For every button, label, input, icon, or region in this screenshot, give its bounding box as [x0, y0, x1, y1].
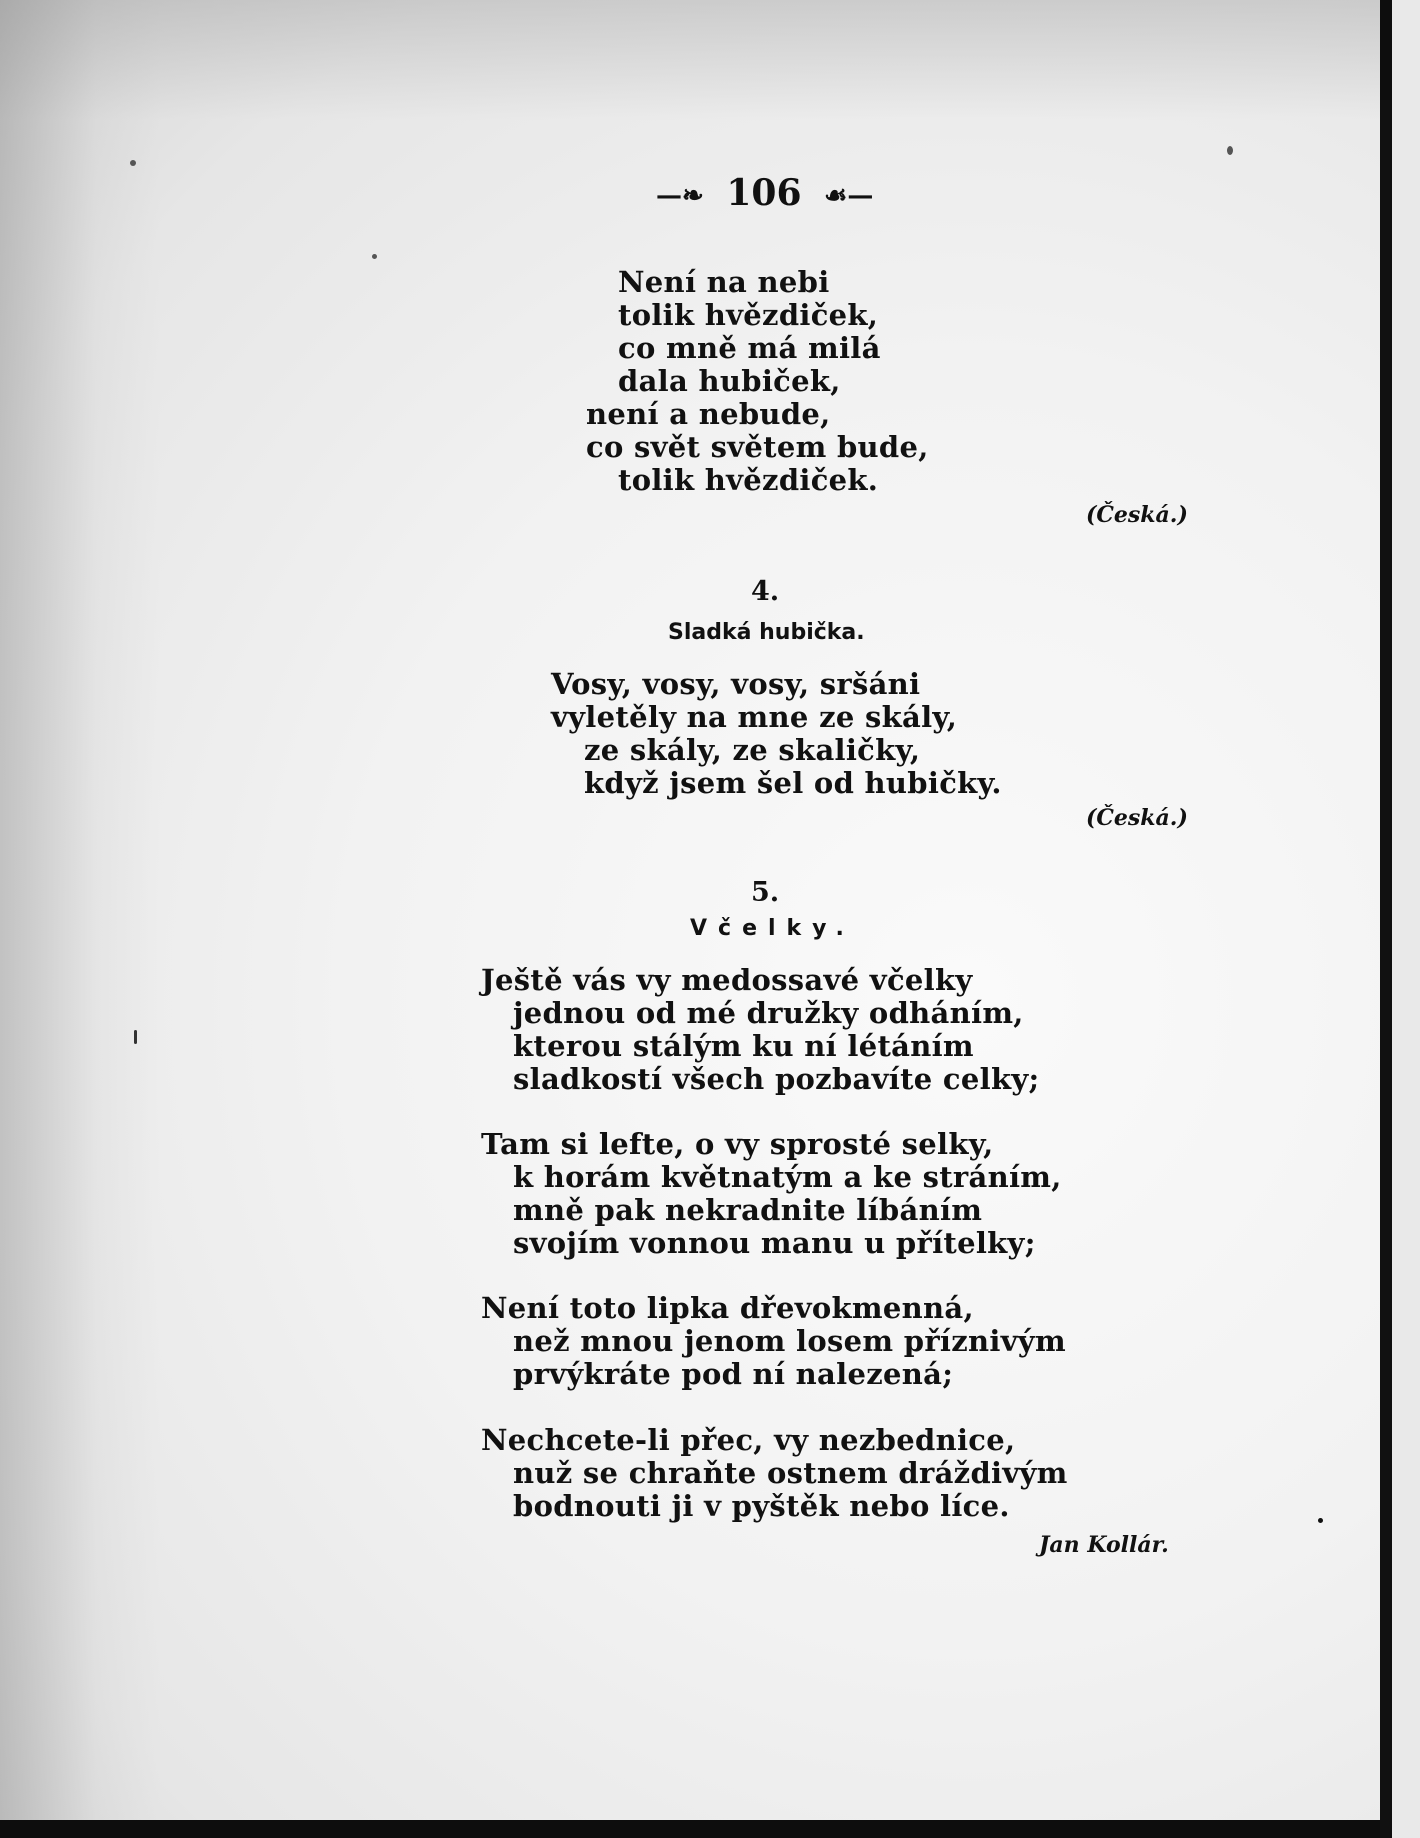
ornament-left: —❧ [656, 181, 704, 211]
poem-line: svojím vonnou manu u přítelky; [513, 1226, 1036, 1260]
poem-line: tolik hvězdiček, [618, 298, 879, 332]
binding-rule [1380, 100, 1390, 1838]
poem-line: kterou stálým ku ní létáním [513, 1029, 974, 1063]
poem-line: Ještě vás vy medossavé včelky [481, 963, 973, 997]
facing-page-edge [1392, 0, 1420, 1838]
poem-line: Není na nebi [618, 265, 830, 299]
page-shadow-top [0, 0, 1380, 120]
poem-line: když jsem šel od hubičky. [584, 766, 1002, 800]
poem-line: k horám květnatým a ke stráním, [513, 1160, 1062, 1194]
poem-line: Tam si lefte, o vy sprosté selky, [481, 1127, 994, 1161]
poem-line: tolik hvězdiček. [618, 463, 879, 497]
ornament-right: ☙— [824, 181, 874, 211]
poem-line: ze skály, ze skaličky, [584, 733, 921, 767]
dust-speck [134, 1030, 137, 1044]
author-attribution: Jan Kollár. [1039, 1532, 1169, 1558]
poem-line: mně pak nekradnite líbáním [513, 1193, 983, 1227]
poem-line: prvýkráte pod ní nalezená; [513, 1357, 954, 1391]
dust-speck [372, 254, 377, 259]
poem-line: sladkostí všech pozbavíte celky; [513, 1062, 1040, 1096]
poem-line: dala hubiček, [618, 364, 841, 398]
dust-speck [1227, 146, 1233, 155]
attribution: (Česká.) [1086, 805, 1188, 831]
dust-speck [130, 160, 136, 166]
page-number: 106 [726, 172, 802, 214]
poem-line: co mně má milá [618, 331, 881, 365]
poem-line: bodnouti ji v pyštěk nebo líce. [513, 1489, 1010, 1523]
poem-line: Není toto lipka dřevokmenná, [481, 1291, 974, 1325]
page-shadow-left [0, 0, 160, 1820]
poem-number: 5. [751, 877, 780, 908]
poem-line: co svět světem bude, [586, 430, 929, 464]
dust-speck [1318, 1518, 1323, 1523]
poem-line: vyletěly na mne ze skály, [551, 700, 958, 734]
poem-title: Včelky. [690, 916, 855, 941]
poem-title: Sladká hubička. [668, 620, 865, 645]
poem-line: Nechcete-li přec, vy nezbednice, [481, 1423, 1016, 1457]
poem-line: než mnou jenom losem příznivým [513, 1324, 1066, 1358]
poem-line: Vosy, vosy, vosy, sršáni [551, 667, 921, 701]
poem-line: nuž se chraňte ostnem dráždivým [513, 1456, 1068, 1490]
poem-line: není a nebude, [586, 397, 831, 431]
page-header [656, 172, 873, 214]
attribution: (Česká.) [1086, 502, 1188, 528]
poem-number: 4. [751, 576, 780, 607]
poem-line: jednou od mé družky odháním, [513, 996, 1024, 1030]
